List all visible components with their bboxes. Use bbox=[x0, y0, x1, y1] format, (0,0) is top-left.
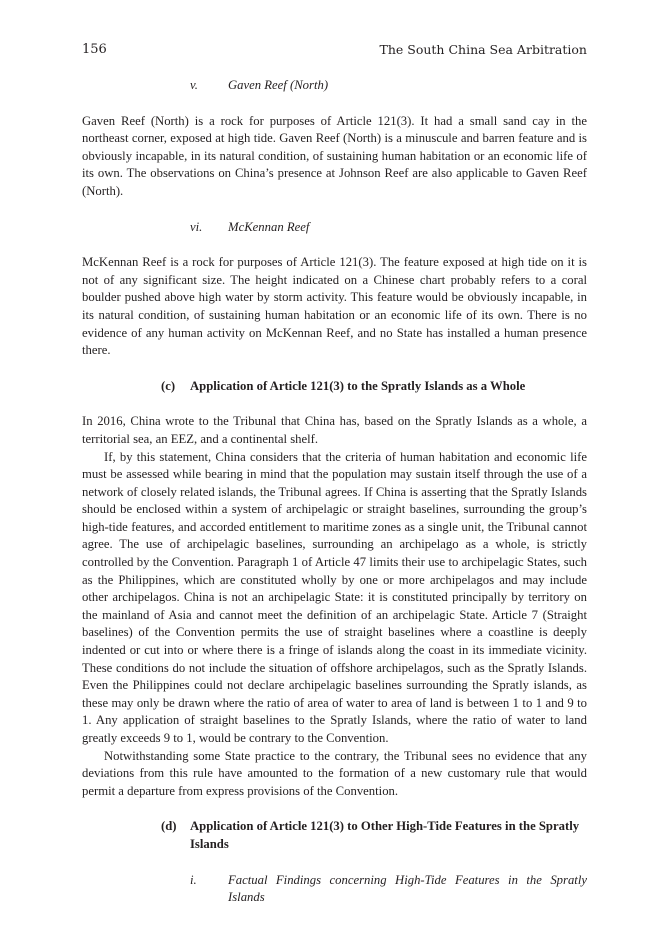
section-heading-d bbox=[82, 818, 587, 853]
paragraph-c-1: In 2016, China wrote to the Tribunal that China has, based on the Spratly Islands as a whole, a territorial sea, an EEZ, and a continental shelf. bbox=[82, 414, 587, 446]
subheading-title: McKennan Reef bbox=[228, 219, 310, 234]
paragraph-mckennan-reef: McKennan Reef is a rock for purposes of Article 121(3). The feature exposed at high tide on it is not of any significant size. The height indicated on a Chinese chart probably refers to a coral boulder pushed above high water by storm activity. This feature would be obviously incapable, in its natural condition, of sustaining human habitation or an economic life of its own. There is no evidence of any human activity on McKennan Reef, and no State has installed a human presence there. bbox=[82, 255, 587, 358]
section-title: Application of Article 121(3) to the Spratly Islands as a Whole bbox=[190, 378, 526, 393]
subheading-mckennan-reef bbox=[82, 219, 587, 237]
paragraph-c-2: If, by this statement, China considers that the criteria of human habitation and economic life must be assessed while bearing in mind that the population may sustain itself through the use of a network of closely related islands, the Tribunal agrees. If China is asserting that the Spratly Islands should be enclosed within a system of archipelagic or straight baselines, surrounding the group’s high-tide features, and accorded entitlement to maritime zones as a single unit, the Tribunal cannot agree. The use of archipelagic baselines, surrounding an archipelago as a whole, is strictly controlled by the Convention. Paragraph 1 of Article 47 limits their use to archipelagic States, such as the Philippines, which are constituted wholly by one or more archipelagos and may include other archipelagos. China is not an archipelagic State: it is constituted principally by territory on the mainland of Asia and cannot meet the definition of an archipelagic State. Article 7 (Straight baselines) of the Convention permits the use of straight baselines where a coastline is deeply indented or cut into or where there is a fringe of islands along the coast in its immediate vicinity. These conditions do not include the situation of offshore archipelagos, such as the Spratly Islands. Even the Philippines could not declare archipelagic baselines surrounding the Spratly islands, as these may only be drawn where the ratio of area of water to area of land is between 1 to 1 and 9 to 1. Any application of straight baselines to the Spratly Islands, where the ratio of water to land greatly exceeds 9 to 1, would be contrary to the Convention. bbox=[82, 449, 587, 745]
subheading-number: v. bbox=[190, 78, 198, 92]
section-number: (d) bbox=[161, 819, 177, 834]
subheading-number: vi. bbox=[190, 219, 203, 234]
section-title: Application of Article 121(3) to Other High-Tide Features in the Spratly Islands bbox=[190, 819, 580, 851]
subheading-number: i. bbox=[190, 872, 197, 887]
subheading-title: Factual Findings concerning High-Tide Features in the Spratly Islands bbox=[228, 872, 587, 905]
section-number: (c) bbox=[161, 378, 176, 393]
page-body bbox=[82, 77, 587, 907]
subheading-gaven-reef bbox=[82, 77, 587, 95]
page-number: 156 bbox=[82, 42, 107, 57]
page-header bbox=[82, 42, 587, 62]
paragraph-gaven-reef: Gaven Reef (North) is a rock for purposes of Article 121(3). It had a small sand cay in the northeast corner, exposed at high tide. Gaven Reef (North) is a minuscule and barren feature and is obviously incapable, in its natural condition, of sustaining human habitation or an economic life of its own. The observations on China’s presence at Johnson Reef are also applicable to Gaven Reef (North). bbox=[82, 113, 587, 198]
subheading-factual-findings bbox=[82, 872, 587, 907]
paragraph-c-3: Notwithstanding some State practice to the contrary, the Tribunal sees no evidence that any deviations from this rule have amounted to the formation of a new customary rule that would permit a departure from express provisions of the Convention. bbox=[82, 748, 587, 798]
subheading-title: Gaven Reef (North) bbox=[228, 78, 329, 92]
running-title: The South China Sea Arbitration bbox=[379, 42, 587, 57]
section-heading-c bbox=[82, 378, 587, 396]
